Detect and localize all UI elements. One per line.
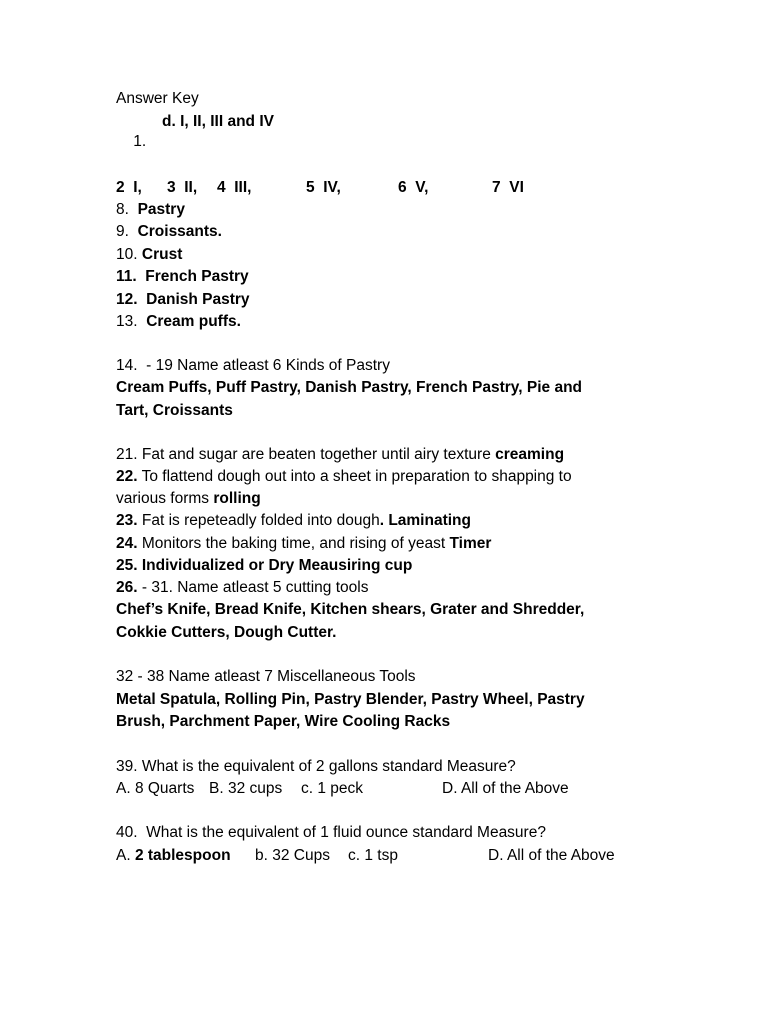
answer-10 bbox=[116, 245, 182, 265]
answer-22-number: 22. bbox=[116, 468, 138, 485]
matching-4: 4 III, bbox=[217, 179, 252, 196]
question-23-text: Fat is repeteadly folded into dough bbox=[137, 512, 380, 529]
answer-9-number: 9. bbox=[116, 223, 129, 240]
question-40-option-d: D. All of the Above bbox=[488, 847, 615, 864]
answer-25: 25. Individualized or Dry Meausiring cup bbox=[116, 557, 413, 574]
question-39-option-a: A. 8 Quarts bbox=[116, 780, 195, 797]
answer-13-number: 13. bbox=[116, 313, 138, 330]
answer-8 bbox=[116, 200, 185, 220]
question-14-prompt: 14. - 19 Name atleast 6 Kinds of Pastry bbox=[116, 357, 390, 374]
answer-14-line-1: Cream Puffs, Puff Pastry, Danish Pastry, French Pastry, Pie and bbox=[116, 379, 583, 396]
answer-1-number: 1. bbox=[133, 133, 147, 150]
question-22-line-1 bbox=[116, 467, 572, 487]
answer-8-text: Pastry bbox=[137, 201, 185, 218]
answer-14-line-2: Tart, Croissants bbox=[116, 402, 233, 419]
answer-9-text: Croissants. bbox=[137, 223, 222, 240]
question-22-text-2: various forms bbox=[116, 490, 214, 507]
answer-21 bbox=[116, 445, 564, 465]
question-39-option-c: c. 1 peck bbox=[301, 780, 364, 797]
answer-24-number: 24. bbox=[116, 535, 138, 552]
matching-7: 7 VI bbox=[492, 179, 524, 196]
question-26-prompt bbox=[116, 578, 368, 598]
matching-6: 6 V, bbox=[398, 179, 429, 196]
answer-23-text: . Laminating bbox=[379, 512, 471, 529]
question-40-option-a bbox=[116, 846, 231, 866]
answer-13 bbox=[116, 312, 241, 332]
question-39-option-b: B. 32 cups bbox=[209, 780, 283, 797]
question-40-option-a-label: A. bbox=[116, 847, 135, 864]
answer-26-number: 26. bbox=[116, 579, 138, 596]
question-24-text: Monitors the baking time, and rising of yeast bbox=[137, 535, 450, 552]
answer-8-number: 8. bbox=[116, 201, 129, 218]
answer-26-line-1: Chef’s Knife, Bread Knife, Kitchen shears, Grater and Shredder, bbox=[116, 601, 585, 618]
question-21-text: 21. Fat and sugar are beaten together until airy texture bbox=[116, 446, 496, 463]
answer-1-text: d. I, II, III and IV bbox=[162, 113, 274, 130]
question-39-option-d: D. All of the Above bbox=[442, 780, 569, 797]
answer-26-line-2: Cokkie Cutters, Dough Cutter. bbox=[116, 624, 337, 641]
answer-11: 11. French Pastry bbox=[116, 268, 249, 285]
answer-12: 12. Danish Pastry bbox=[116, 291, 250, 308]
answer-24-text: Timer bbox=[449, 535, 492, 552]
question-32-prompt: 32 - 38 Name atleast 7 Miscellaneous Tools bbox=[116, 668, 416, 685]
answer-23 bbox=[116, 511, 471, 531]
answer-13-text: Cream puffs. bbox=[146, 313, 241, 330]
question-26-text: - 31. Name atleast 5 cutting tools bbox=[137, 579, 369, 596]
answer-32-line-2: Brush, Parchment Paper, Wire Cooling Racks bbox=[116, 713, 451, 730]
question-40: 40. What is the equivalent of 1 fluid ounce standard Measure? bbox=[116, 824, 546, 841]
answer-24 bbox=[116, 534, 491, 554]
answer-22-text: rolling bbox=[213, 490, 261, 507]
matching-3: 3 II, bbox=[167, 179, 198, 196]
question-39: 39. What is the equivalent of 2 gallons standard Measure? bbox=[116, 758, 516, 775]
question-40-option-b: b. 32 Cups bbox=[255, 847, 330, 864]
question-22-line-2 bbox=[116, 489, 261, 509]
page-title: Answer Key bbox=[116, 90, 199, 107]
question-40-option-a-text: 2 tablespoon bbox=[134, 847, 231, 864]
answer-9 bbox=[116, 222, 222, 242]
answer-10-text: Crust bbox=[141, 246, 183, 263]
answer-10-number: 10. bbox=[116, 246, 138, 263]
answer-21-text: creaming bbox=[495, 446, 565, 463]
answer-23-number: 23. bbox=[116, 512, 138, 529]
matching-2: 2 I, bbox=[116, 179, 142, 196]
answer-32-line-1: Metal Spatula, Rolling Pin, Pastry Blender, Pastry Wheel, Pastry bbox=[116, 691, 585, 708]
question-22-text: To flattend dough out into a sheet in preparation to shapping to bbox=[137, 468, 572, 485]
matching-5: 5 IV, bbox=[306, 179, 341, 196]
question-40-option-c: c. 1 tsp bbox=[348, 847, 398, 864]
